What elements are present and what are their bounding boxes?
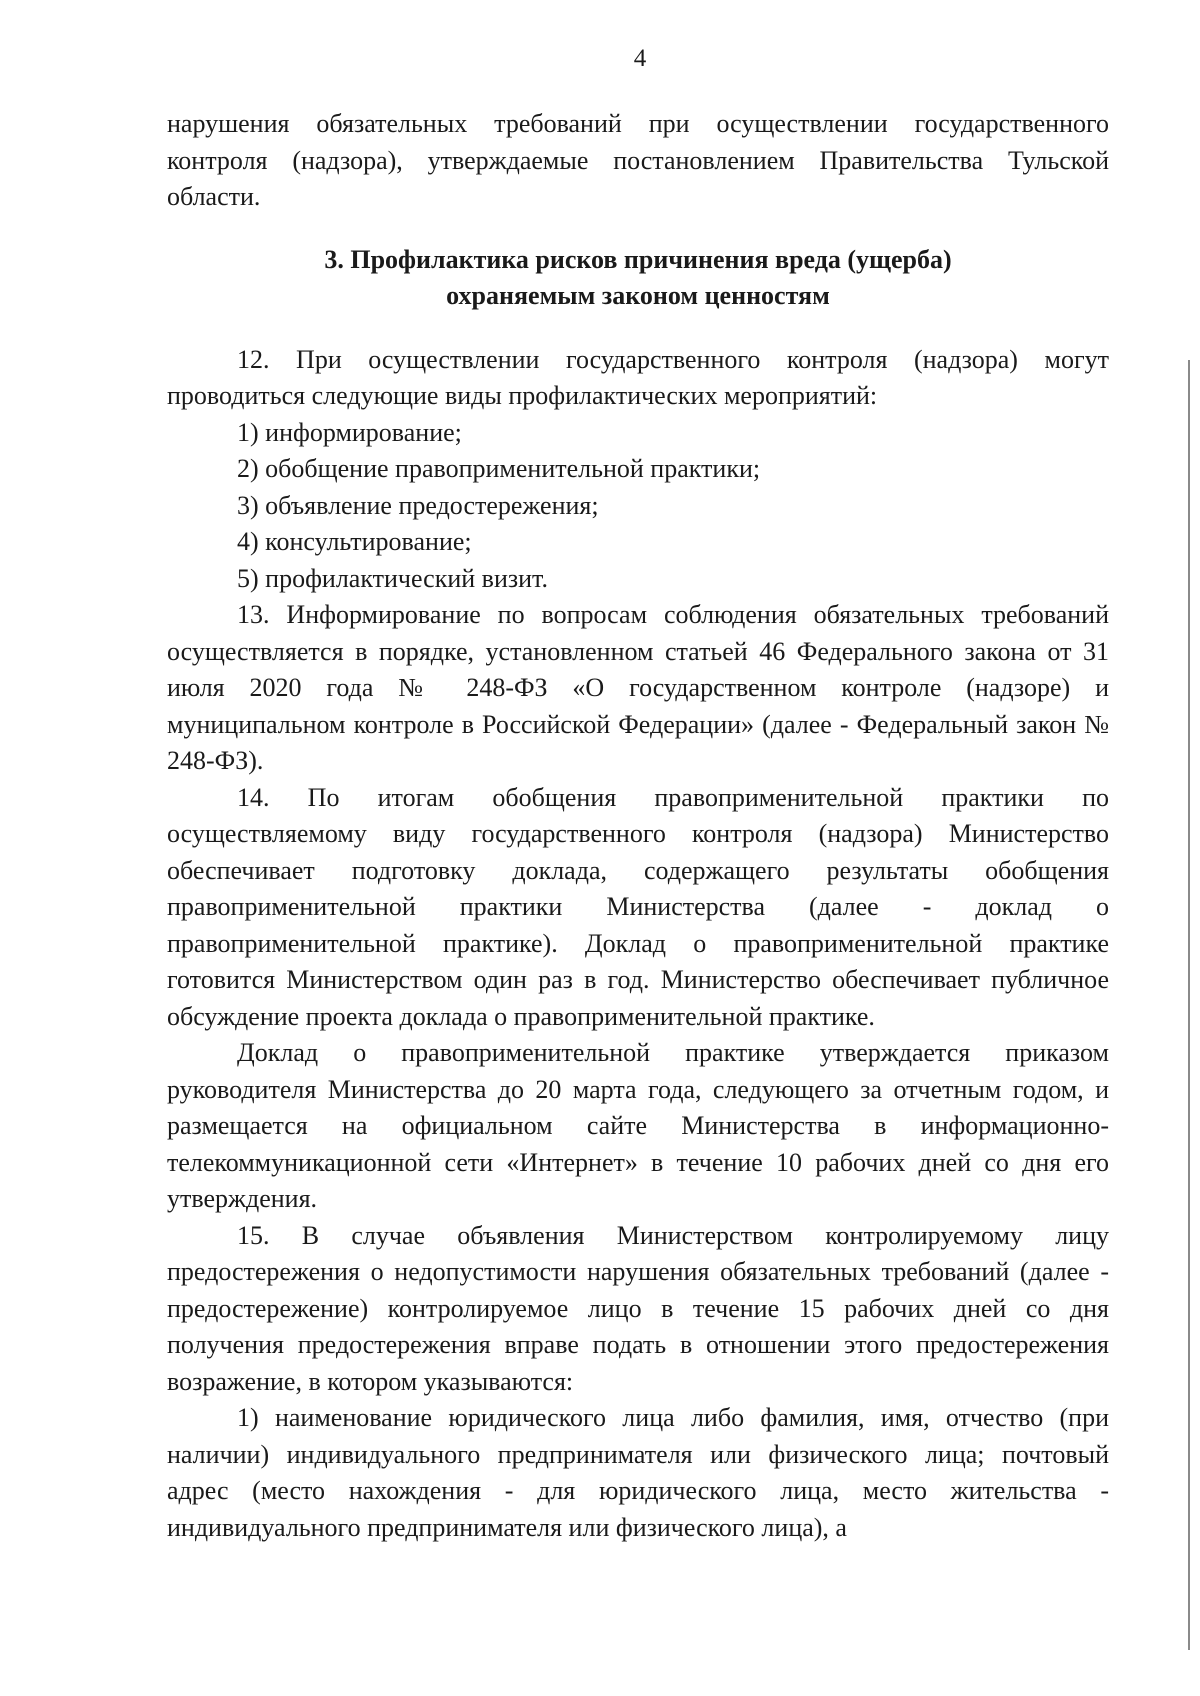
paragraph-13: 13. Информирование по вопросам соблюдения обязательных требований осуществляется в порядке, установленном статьей 46 Федерального закона от 31 июля 2020 года № 248-ФЗ «О государственном контроле (надзоре) и муниципальном контроле в Российской Федерации» (далее - Федеральный закон № 248-ФЗ).: [167, 600, 1109, 775]
intro-paragraph: нарушения обязательных требований при осуществлении государственного контроля (надзора), утверждаемые постановлением Правительства Тульской области.: [167, 109, 1109, 211]
paragraph-15-item-1: 1) наименование юридического лица либо фамилия, имя, отчество (при наличии) индивидуального предпринимателя или физического лица; почтовый адрес (место нахождения - для юридического лица, место жительства - индивидуального предпринимателя или физического лица), а: [167, 1403, 1109, 1542]
list-item-1: 1) информирование;: [237, 417, 462, 447]
list-item-2: 2) обобщение правоприменительной практики;: [237, 454, 761, 483]
list-item-4: 4) консультирование;: [237, 527, 472, 556]
scan-edge-line: [1188, 360, 1190, 1650]
page-number: 4: [633, 45, 647, 72]
section-heading-line-2: охраняемым законом ценностям: [446, 280, 830, 310]
section-heading: [167, 242, 1109, 314]
section-heading-line-1: 3. Профилактика рисков причинения вреда (ущерба): [324, 244, 952, 274]
paragraph-15: 15. В случае объявления Министерством контролируемому лицу предостережения о недопустимости нарушения обязательных требований (далее - предостережение) контролируемое лицо в течение 15 рабочих дней со дня получения предостережения вправе подать в отношении этого предостережения возражение, в котором указываются:: [167, 1220, 1109, 1396]
paragraph-14: 14. По итогам обобщения правоприменительной практики по осуществляемому виду государственного контроля (надзора) Министерство обеспечивает подготовку доклада, содержащего результаты обобщения правоприменительной практики Министерства (далее - доклад о правоприменительной практике). Доклад о правоприменительной практике готовится Министерством один раз в год. Министерство обеспечивает публичное обсуждение проекта доклада о правоприменительной практике.: [167, 782, 1109, 1031]
paragraph-14-continued: Доклад о правоприменительной практике утверждается приказом руководителя Министерства до 20 марта года, следующего за отчетным годом, и размещается на официальном сайте Министерства в информационно-телекоммуникационной сети «Интернет» в течение 10 рабочих дней со дня его утверждения.: [167, 1038, 1109, 1213]
paragraph-12: 12. При осуществлении государственного контроля (надзора) могут проводиться следующие виды профилактических мероприятий:: [167, 344, 1109, 410]
document-body: [167, 106, 1109, 1546]
list-item-3: 3) объявление предостережения;: [237, 490, 599, 520]
list-item-5: 5) профилактический визит.: [237, 563, 548, 593]
